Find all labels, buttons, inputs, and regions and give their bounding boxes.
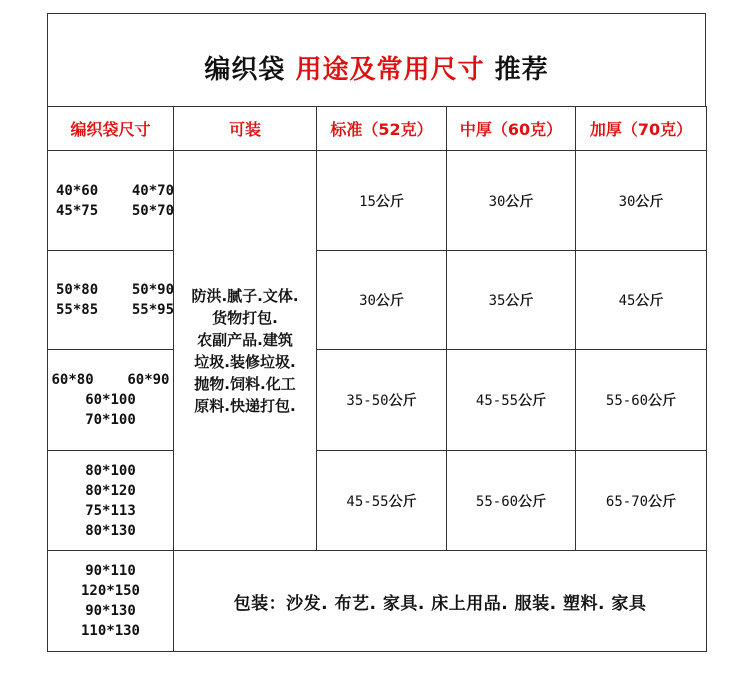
title-part-1: 编织袋 — [204, 55, 286, 85]
header-size: 编织袋尺寸 — [48, 107, 174, 151]
weight-medium: 35公斤 — [447, 251, 576, 350]
size-line: 60*80 60*90 — [51, 372, 170, 388]
packaging-cell: 包装：沙发. 布艺. 家具. 床上用品. 服装. 塑料. 家具 — [174, 551, 707, 652]
size-cell — [48, 551, 174, 652]
size-line: 110*130 — [80, 623, 140, 639]
usage-line: 农副产品.建筑 — [197, 330, 293, 349]
header-thick: 加厚（70克） — [576, 107, 707, 151]
size-cell — [48, 251, 174, 350]
title-part-3: 推荐 — [494, 55, 549, 85]
size-line: 90*130 — [85, 603, 136, 619]
usage-line: 抛物.饲料.化工 — [194, 374, 296, 393]
table-row — [48, 551, 707, 652]
size-line: 120*150 — [80, 583, 140, 599]
title-box — [47, 13, 706, 106]
usage-cell — [174, 151, 317, 551]
size-line: 80*120 — [85, 482, 136, 499]
header-row — [48, 107, 707, 151]
size-line: 50*80 50*90 — [56, 282, 175, 298]
weight-thick: 30公斤 — [576, 151, 707, 251]
header-medium: 中厚（60克） — [447, 107, 576, 151]
usage-line: 原料.快递打包. — [194, 396, 296, 415]
weight-standard: 35-50公斤 — [317, 350, 447, 451]
header-standard: 标准（52克） — [317, 107, 447, 151]
size-line: 90*110 — [85, 563, 136, 579]
usage-line: 垃圾.装修垃圾. — [194, 352, 296, 371]
size-line: 45*75 50*70 — [56, 202, 175, 219]
title-part-2: 用途及常用尺寸 — [295, 55, 485, 85]
size-cell — [48, 151, 174, 251]
size-line: 80*100 — [85, 462, 136, 479]
size-line: 75*113 — [85, 502, 136, 519]
size-cell — [48, 350, 174, 451]
size-line: 40*60 40*70 — [56, 182, 175, 199]
size-line: 80*130 — [85, 522, 136, 539]
table-row — [48, 151, 707, 251]
size-weight-table — [47, 106, 707, 652]
page-title — [48, 49, 705, 86]
weight-medium: 55-60公斤 — [447, 451, 576, 551]
weight-thick: 65-70公斤 — [576, 451, 707, 551]
weight-medium: 30公斤 — [447, 151, 576, 251]
weight-standard: 30公斤 — [317, 251, 447, 350]
weight-standard: 45-55公斤 — [317, 451, 447, 551]
table-row — [48, 350, 707, 451]
size-line: 70*100 — [85, 412, 136, 428]
table-row — [48, 251, 707, 350]
weight-thick: 55-60公斤 — [576, 350, 707, 451]
table-row — [48, 451, 707, 551]
weight-thick: 45公斤 — [576, 251, 707, 350]
header-usage: 可装 — [174, 107, 317, 151]
size-line: 60*100 — [85, 392, 136, 408]
weight-medium: 45-55公斤 — [447, 350, 576, 451]
size-line: 55*85 55*95 — [56, 302, 175, 318]
usage-line: 货物打包. — [212, 308, 278, 327]
usage-line: 防洪.腻子.文体. — [191, 286, 299, 305]
weight-standard: 15公斤 — [317, 151, 447, 251]
size-cell — [48, 451, 174, 551]
